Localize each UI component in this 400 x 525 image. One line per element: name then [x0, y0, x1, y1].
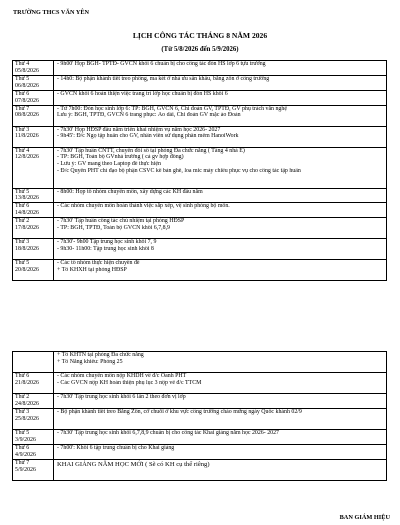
activity-line: - 8h00: Họp tổ nhóm chuyên môn, xây dựng các KH đầu năm [57, 188, 203, 195]
activity-cell [54, 105, 387, 126]
activity-line: + Tổ KHXH tại phòng HĐSP [57, 266, 127, 273]
weekday: Thứ 6 [15, 91, 30, 97]
activity-line: + Tổ KHTN tại phòng Đa chức năng [57, 352, 144, 358]
activity-line: - 7h00': Khối 6 tập trung chuẩn bị cho Khai giảng [57, 445, 175, 451]
activity-cell [54, 430, 387, 445]
weekday: Thứ 4 [15, 61, 30, 67]
table-row [13, 260, 387, 281]
activity-cell [54, 445, 387, 460]
activity-cell [54, 260, 387, 281]
activity-line: - 9h45': Đ/c Ngọ tập huấn cho GV, nhân viên sử dụng phần mềm HanoiWork [57, 133, 239, 140]
weekday: Thứ 3 [15, 409, 30, 415]
day-cell [13, 460, 54, 481]
activity-line: Lưu ý: BGH, TPTĐ, GVCN 6 trang phục: Áo dài, Chi đoàn GV mặc áo Đoàn [57, 112, 241, 119]
weekday: Thứ 2 [15, 218, 30, 225]
activity-cell [54, 394, 387, 409]
date: 17/8/2026 [15, 224, 39, 231]
activity-line: - Các tổ nhóm thực hiện chuyên đề [57, 260, 140, 267]
day-cell [13, 126, 54, 147]
date: 4/9/2026 [15, 451, 36, 458]
weekday: Thứ 3 [15, 239, 30, 246]
activity-cell [54, 409, 387, 430]
weekday: Thứ 7 [15, 460, 30, 466]
activity-cell [54, 61, 387, 76]
activity-line: - TP: BGH, TPTĐ, Toàn bộ GVCN khối 6,7,8,9 [57, 224, 170, 231]
date: 13/8/2026 [15, 195, 39, 202]
activity-line: - Từ 7h00: Đón học sinh lớp 6: TP: BGH, GVCN 6, Chi đoàn GV, TPTĐ, GV phụ trách văn nghệ [57, 105, 287, 112]
weekday: Thứ 6 [15, 445, 30, 451]
table-row [13, 147, 387, 188]
activity-cell [54, 76, 387, 91]
activity-line: - TP: BGH, Toàn bộ GVnhà trường ( cả gv hợp đồng) [57, 154, 184, 161]
date: 3/9/2026 [15, 436, 36, 443]
activity-line: + Tổ Năng khiếu: Phòng 25 [57, 358, 123, 365]
date: 5/9/2026 [15, 466, 36, 473]
day-cell [13, 239, 54, 260]
date: 07/8/2026 [15, 97, 39, 104]
day-cell [13, 61, 54, 76]
schedule-date-range: (Từ 5/8/2026 đến 5/9/2026) [161, 46, 239, 53]
date: 24/8/2026 [15, 400, 39, 407]
table-row [13, 430, 387, 445]
activity-cell [54, 188, 387, 203]
activity-line: - GVCN khối 6 hoàn thiện việc trang trí lớp học chuẩn bị đón HS khối 6 [57, 91, 228, 97]
signature-board: BAN GIÁM HIỆU [339, 514, 390, 521]
activity-cell [54, 218, 387, 239]
table-row [13, 394, 387, 409]
activity-cell [54, 460, 387, 481]
date: 05/8/2026 [15, 67, 39, 74]
table-row [13, 203, 387, 218]
schedule-table-page-1 [12, 60, 387, 281]
day-cell [13, 91, 54, 106]
day-cell [13, 218, 54, 239]
activity-line: - 7h30'- 9h00 Tập trung học sinh khối 7, 9 [57, 239, 157, 246]
date: 08/8/2026 [15, 112, 39, 119]
table-row [13, 76, 387, 91]
activity-cell [54, 239, 387, 260]
activity-cell [54, 126, 387, 147]
activity-line: - Các nhóm chuyên môn nộp KHDH về đ/c Oanh PHT [57, 373, 187, 379]
activity-cell [54, 91, 387, 106]
table-row [13, 105, 387, 126]
activity-line: - 9h00' Họp BGH- TPTĐ- GVCN khối 6 chuẩn bị cho công tác đón HS lớp 6 tựu trường [57, 61, 266, 67]
activity-line: - Các GVCN nộp KH hoàn thiện phụ lục 3 nộp về đ/c TTCM [57, 379, 202, 386]
weekday: Thứ 5 [15, 76, 30, 82]
date: 20/8/2026 [15, 266, 39, 273]
day-cell [13, 373, 54, 394]
activity-line: - 9h30- 11h00: Tập trung học sinh khối 8 [57, 245, 154, 252]
activity-cell [54, 373, 387, 394]
activity-line: - 7h30' Tập trung học sinh khối 6 lần 2 theo đơn vị lớp [57, 394, 186, 400]
activity-line: - 7h30' Tập trung học sinh khối 6,7,8,9 chuẩn bị cho công tác Khai giảng năm học 2026- 2027 [57, 430, 279, 436]
weekday: Thứ 5 [15, 260, 30, 267]
day-cell [13, 409, 54, 430]
day-cell [13, 76, 54, 91]
weekday: Thứ 5 [15, 188, 30, 195]
date: 14/8/2026 [15, 209, 39, 216]
activity-line: - Đ/c Quyên PHT chỉ đạo bộ phận CSVC kê bàn ghế, loa mic máy chiếu phục vụ cho công tác tập huấn [57, 167, 301, 174]
weekday: Thứ 6 [15, 373, 30, 379]
day-cell [13, 352, 54, 373]
day-cell [13, 147, 54, 188]
table-row [13, 126, 387, 147]
day-cell [13, 203, 54, 218]
schedule-title: LỊCH CÔNG TÁC THÁNG 8 NĂM 2026 [132, 31, 268, 40]
activity-line: - 7h30' Tập huấn công tác chủ nhiệm tại phòng HĐSP [57, 218, 185, 225]
day-cell [13, 445, 54, 460]
date: 06/8/2026 [15, 82, 39, 89]
table-row [13, 61, 387, 76]
activity-line: - 7h30' Họp HĐSP đầu năm triển khai nhiệm vụ năm học 2026- 2027 [57, 126, 221, 133]
activity-cell [54, 203, 387, 218]
date: 11/8/2026 [15, 133, 39, 140]
day-cell [13, 260, 54, 281]
date: 25/8/2026 [15, 415, 39, 422]
table-row [13, 460, 387, 481]
activity-line: - Lưu ý: GV mang theo Laptop để thực hiện [57, 161, 161, 168]
day-cell [13, 394, 54, 409]
table-row [13, 352, 387, 373]
weekday: Thứ 2 [15, 394, 30, 400]
activity-line: KHAI GIẢNG NĂM HỌC MỚI ( Sẽ có KH cụ thể riêng) [57, 461, 210, 468]
activity-line: - Bộ phận khánh tiết treo Băng Zôn, cờ chuỗi ở khu vực cổng trường chào mừng ngày Quốc khánh 02/9 [57, 409, 302, 415]
weekday: Thứ 4 [15, 147, 30, 154]
weekday: Thứ 5 [15, 430, 30, 436]
date: 18/8/2026 [15, 245, 39, 252]
table-row [13, 409, 387, 430]
weekday: Thứ 7 [15, 105, 30, 112]
day-cell [13, 105, 54, 126]
table-row [13, 373, 387, 394]
date: 21/8/2026 [15, 379, 39, 386]
day-cell [13, 430, 54, 445]
table-row [13, 188, 387, 203]
activity-line: - Các nhóm chuyên môn hoàn thành việc sắp xếp, vệ sinh phòng bộ môn. [57, 203, 230, 210]
table-row [13, 91, 387, 106]
school-name: TRƯỜNG THCS VĂN YÊN [13, 9, 90, 16]
activity-cell [54, 352, 387, 373]
activity-cell [54, 147, 387, 188]
activity-line: - 14h0: Bộ phận khánh tiết treo phông, ma két ở nhà ưu sân khấu, băng zôn ở cổng trường [57, 76, 270, 82]
schedule-table-page-2 [12, 351, 387, 481]
table-row [13, 218, 387, 239]
weekday: Thứ 6 [15, 203, 30, 210]
date: 12/8/2026 [15, 154, 39, 161]
activity-line: - 7h30' Tập huấn CNTT, chuyên đổi số tại phòng Đa chức năng ( Tầng 4 nhà E) [57, 147, 245, 154]
table-row [13, 239, 387, 260]
day-cell [13, 188, 54, 203]
table-row [13, 445, 387, 460]
weekday: Thứ 3 [15, 126, 30, 133]
